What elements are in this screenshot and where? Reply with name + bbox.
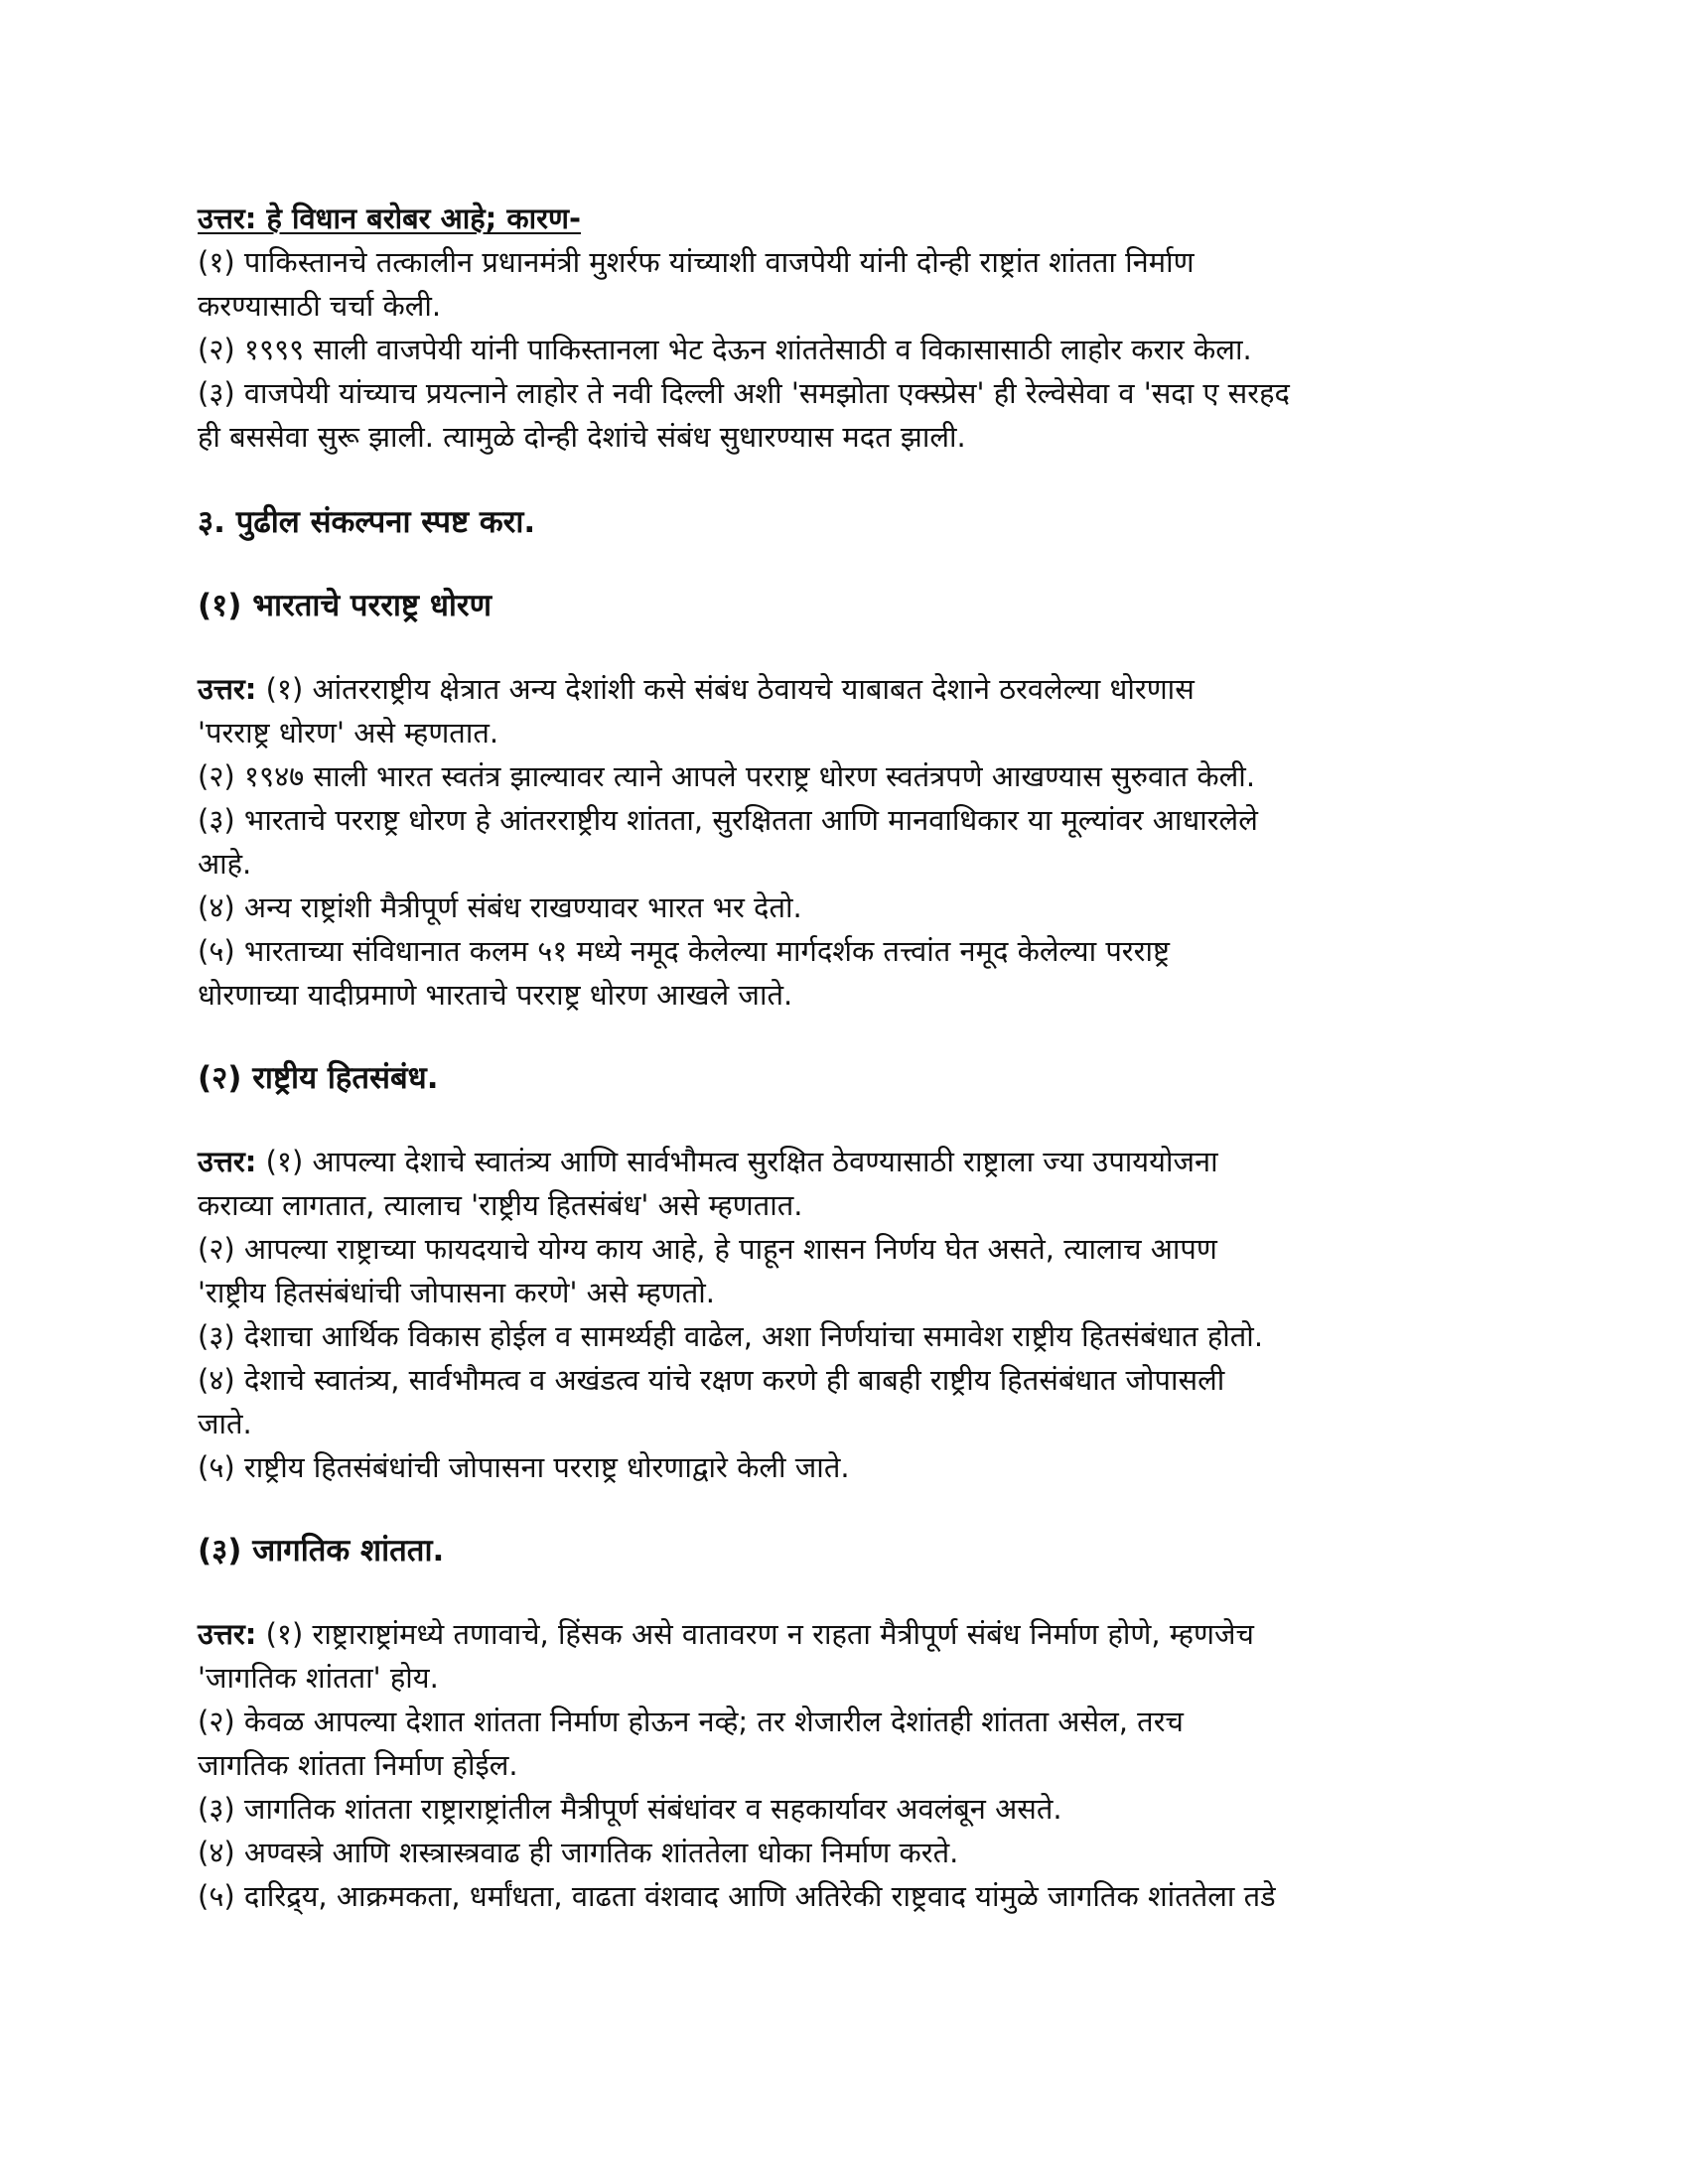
answer-line: (३) वाजपेयी यांच्याच प्रयत्नाने लाहोर ते नवी दिल्ली अशी 'समझोता एक्स्प्रेस' ही रेल्वेसेवा व 'सदा ए सरहद [198,376,1290,410]
answer-line: (४) अण्वस्त्रे आणि शस्त्रास्त्रवाढ ही जागतिक शांततेला धोका निर्माण करते. [198,1836,959,1869]
section-title: ३. पुढील संकल्पना स्पष्ट करा. [198,504,536,540]
document-page [198,197,1508,1918]
answer-line: करण्यासाठी चर्चा केली. [198,289,442,323]
answer-first-line [198,1612,1508,1656]
answer-line: जाते. [198,1407,252,1440]
answer-line: धोरणाच्या यादीप्रमाणे भारताचे परराष्ट्र धोरण आखले जाते. [198,978,793,1012]
answer-line: (५) भारताच्या संविधानात कलम ५१ मध्ये नमूद केलेल्या मार्गदर्शक तत्त्वांत नमूद केलेल्या परराष्ट्र [198,934,1170,968]
answer-line: जागतिक शांतता निर्माण होईल. [198,1748,518,1782]
answer-text: (१) आंतरराष्ट्रीय क्षेत्रात अन्य देशांशी कसे संबंध ठेवायचे याबाबत देशाने ठरवलेल्या धोरणास [256,672,1195,706]
answer-heading: उत्तर: हे विधान बरोबर आहे; कारण- [198,202,581,235]
answer-line: 'परराष्ट्र धोरण' असे म्हणतात. [198,716,499,750]
answer-line: (४) अन्य राष्ट्रांशी मैत्रीपूर्ण संबंध राखण्यावर भारत भर देतो. [198,890,802,924]
answer-first-line [198,1140,1508,1183]
answer-line: आहे. [198,847,252,881]
answer-line: ही बससेवा सुरू झाली. त्यामुळे दोन्ही देशांचे संबंध सुधारण्यास मदत झाली. [198,420,966,454]
subsection-title: (३) जागतिक शांतता. [198,1533,445,1569]
answer-line: (२) आपल्या राष्ट्राच्या फायदयाचे योग्य काय आहे, हे पाहून शासन निर्णय घेत असते, त्यालाच आपण [198,1232,1217,1266]
answer-label: उत्तर: [198,1617,257,1651]
answer-label: उत्तर: [198,1145,257,1178]
intro-answer [198,197,1508,459]
answer-line: (१) पाकिस्तानचे तत्कालीन प्रधानमंत्री मुशर्रफ यांच्याशी वाजपेयी यांनी दोन्ही राष्ट्रांत शांतता निर्माण [198,245,1195,279]
subsection-answer [198,667,1508,1017]
answer-line: (५) दारिद्र्य, आक्रमकता, धर्मांधता, वाढता वंशवाद आणि अतिरेकी राष्ट्रवाद यांमुळे जागतिक शांततेला तडे [198,1879,1276,1913]
subsection-answer [198,1612,1508,1918]
answer-line: (२) केवळ आपल्या देशात शांतता निर्माण होऊन नव्हे; तर शेजारील देशांतही शांतता असेल, तरच [198,1705,1184,1738]
answer-line: 'राष्ट्रीय हितसंबंधांची जोपासना करणे' असे म्हणतो. [198,1276,716,1309]
answer-line: (३) देशाचा आर्थिक विकास होईल व सामर्थ्यही वाढेल, अशा निर्णयांचा समावेश राष्ट्रीय हितसंबंधात होतो. [198,1319,1264,1353]
answer-label: उत्तर: [198,672,257,706]
answer-line: (२) १९४७ साली भारत स्वतंत्र झाल्यावर त्याने आपले परराष्ट्र धोरण स्वतंत्रपणे आखण्यास सुरुवात केली. [198,759,1256,793]
answer-line: (३) भारताचे परराष्ट्र धोरण हे आंतरराष्ट्रीय शांतता, सुरक्षितता आणि मानवाधिकार या मूल्यांवर आधारलेले [198,803,1258,837]
answer-line: 'जागतिक शांतता' होय. [198,1661,439,1695]
answer-line: (५) राष्ट्रीय हितसंबंधांची जोपासना परराष्ट्र धोरणाद्वारे केली जाते. [198,1450,850,1484]
answer-first-line [198,667,1508,711]
subsection-title: (१) भारताचे परराष्ट्र धोरण [198,588,492,623]
answer-text: (१) आपल्या देशाचे स्वातंत्र्य आणि सार्वभौमत्व सुरक्षित ठेवण्यासाठी राष्ट्राला ज्या उपाययोजना [256,1145,1218,1178]
answer-line: (३) जागतिक शांतता राष्ट्राराष्ट्रांतील मैत्रीपूर्ण संबंधांवर व सहकार्यावर अवलंबून असते. [198,1792,1062,1826]
subsection-answer [198,1140,1508,1489]
answer-text: (१) राष्ट्राराष्ट्रांमध्ये तणावाचे, हिंसक असे वातावरण न राहता मैत्रीपूर्ण संबंध निर्माण होणे, म्हणजेच [256,1617,1254,1651]
answer-line: (२) १९९९ साली वाजपेयी यांनी पाकिस्तानला भेट देऊन शांततेसाठी व विकासासाठी लाहोर करार केला. [198,333,1252,366]
answer-line: कराव्या लागतात, त्यालाच 'राष्ट्रीय हितसंबंध' असे म्हणतात. [198,1188,803,1222]
subsection-title: (२) राष्ट्रीय हितसंबंध. [198,1060,439,1096]
answer-line: (४) देशाचे स्वातंत्र्य, सार्वभौमत्व व अखंडत्व यांचे रक्षण करणे ही बाबही राष्ट्रीय हितसंबंधात जोपासली [198,1363,1225,1397]
